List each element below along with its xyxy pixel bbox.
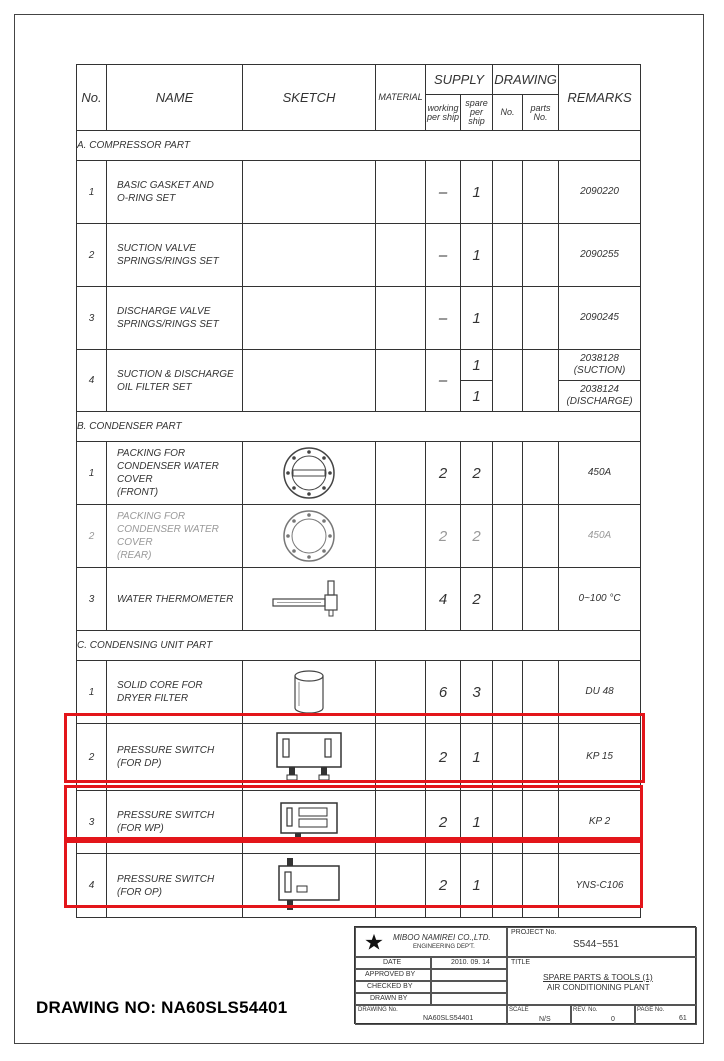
row-no: 3 — [77, 287, 107, 350]
row-spare: 3 — [461, 661, 493, 724]
row-remarks: KP 2 — [559, 791, 641, 854]
project-label: PROJECT No. — [511, 929, 557, 936]
row-name: DISCHARGE VALVE SPRINGS/RINGS SET — [107, 287, 243, 350]
drawing-no-value: NA60SLS54401 — [423, 1015, 474, 1022]
header-spare: spare per ship — [461, 95, 493, 131]
row-no: 3 — [77, 568, 107, 631]
row-spare: 1 — [461, 350, 493, 381]
header-supply: SUPPLY — [426, 65, 493, 95]
row-spare: 1 — [461, 724, 493, 791]
row-no: 1 — [77, 442, 107, 505]
header-no: No. — [77, 65, 107, 131]
row-no: 4 — [77, 854, 107, 918]
sketch-cell — [243, 442, 376, 505]
rev-label: REV. No. — [573, 1007, 598, 1013]
header-drawing-parts: parts No. — [523, 95, 559, 131]
title-block — [354, 926, 696, 1024]
row-spare: 1 — [461, 791, 493, 854]
row-remarks: 450A — [559, 442, 641, 505]
row-working: – — [426, 287, 461, 350]
project-value: S544~551 — [573, 939, 619, 950]
drawn-by-label: DRAWN BY — [370, 995, 408, 1002]
row-remarks: 2038128 (SUCTION) — [559, 350, 641, 381]
title-line-2: AIR CONDITIONING PLANT — [547, 983, 650, 992]
company-name: MIBOO NAMIREI CO.,LTD. — [393, 933, 491, 942]
row-no: 2 — [77, 224, 107, 287]
row-no: 3 — [77, 791, 107, 854]
section-b-title: B. CONDENSER PART — [77, 412, 641, 442]
highlight-box-op — [64, 840, 643, 908]
approved-by-label: APPROVED BY — [365, 971, 416, 978]
gasket-front-sketch — [281, 445, 337, 501]
row-working: 4 — [426, 568, 461, 631]
title-label: TITLE — [511, 959, 531, 966]
company-dept: ENGINEERING DEP'T. — [413, 944, 475, 950]
row-remarks: KP 15 — [559, 724, 641, 791]
row-working: – — [426, 161, 461, 224]
row-name: SUCTION & DISCHARGE OIL FILTER SET — [107, 350, 243, 412]
section-a-title: A. COMPRESSOR PART — [77, 131, 641, 161]
rev-value: 0 — [611, 1016, 615, 1023]
title-line-1: SPARE PARTS & TOOLS (1) — [543, 972, 653, 982]
header-remarks: REMARKS — [559, 65, 641, 131]
table-row — [77, 287, 641, 350]
page-label: PAGE No. — [637, 1007, 665, 1013]
row-remarks: 2090220 — [559, 161, 641, 224]
row-name: SUCTION VALVE SPRINGS/RINGS SET — [107, 224, 243, 287]
header-sketch: SKETCH — [243, 65, 376, 131]
drawing-no-label: DRAWING No. — [358, 1007, 398, 1013]
table-row — [77, 505, 641, 568]
page-value: 61 — [679, 1015, 687, 1022]
table-row — [77, 568, 641, 631]
row-working: 2 — [426, 442, 461, 505]
row-name: PRESSURE SWITCH (FOR WP) — [107, 791, 243, 854]
row-remarks: 450A — [559, 505, 641, 568]
row-spare: 1 — [461, 161, 493, 224]
highlight-box-wp — [64, 785, 643, 840]
checked-by-label: CHECKED BY — [367, 983, 413, 990]
table-row — [77, 442, 641, 505]
row-spare: 2 — [461, 442, 493, 505]
header-drawing: DRAWING — [493, 65, 559, 95]
header-name: NAME — [107, 65, 243, 131]
row-working: 2 — [426, 724, 461, 791]
row-spare: 1 — [461, 224, 493, 287]
row-name: PRESSURE SWITCH (FOR OP) — [107, 854, 243, 918]
row-remarks: 2038124 (DISCHARGE) — [559, 381, 641, 412]
row-no: 1 — [77, 661, 107, 724]
company-logo-star-icon — [365, 933, 383, 951]
row-spare: 2 — [461, 505, 493, 568]
row-name: PACKING FOR CONDENSER WATER COVER (FRONT) — [107, 442, 243, 505]
row-working: 2 — [426, 505, 461, 568]
row-no: 4 — [77, 350, 107, 412]
row-spare: 2 — [461, 568, 493, 631]
highlight-box-dp — [64, 713, 645, 783]
row-spare: 1 — [461, 287, 493, 350]
row-working: 2 — [426, 791, 461, 854]
row-no: 1 — [77, 161, 107, 224]
row-no: 2 — [77, 505, 107, 568]
table-row — [77, 224, 641, 287]
row-working: 2 — [426, 854, 461, 918]
row-name: WATER THERMOMETER — [107, 568, 243, 631]
row-name: PRESSURE SWITCH (FOR DP) — [107, 724, 243, 791]
row-remarks: YNS-C106 — [559, 854, 641, 918]
table-row — [77, 350, 641, 381]
sketch-cell — [243, 505, 376, 568]
row-name: PACKING FOR CONDENSER WATER COVER (REAR) — [107, 505, 243, 568]
table-row — [77, 161, 641, 224]
date-label: DATE — [383, 959, 402, 966]
row-remarks: 2090255 — [559, 224, 641, 287]
row-working: – — [426, 350, 461, 412]
row-remarks: DU 48 — [559, 661, 641, 724]
row-spare: 1 — [461, 854, 493, 918]
header-material: MATERIAL — [376, 65, 426, 131]
date-value: 2010. 09. 14 — [451, 959, 490, 966]
header-working: working per ship — [426, 95, 461, 131]
row-working: – — [426, 224, 461, 287]
header-drawing-no: No. — [493, 95, 523, 131]
scale-value: N/S — [539, 1016, 551, 1023]
row-working: 6 — [426, 661, 461, 724]
drawing-number-caption: DRAWING NO: NA60SLS54401 — [36, 998, 288, 1017]
section-c-title: C. CONDENSING UNIT PART — [77, 631, 641, 661]
sketch-cell — [243, 568, 376, 631]
core-sketch — [289, 668, 329, 716]
row-spare: 1 — [461, 381, 493, 412]
row-name: BASIC GASKET AND O-RING SET — [107, 161, 243, 224]
thermometer-sketch — [269, 577, 349, 621]
row-name: SOLID CORE FOR DRYER FILTER — [107, 661, 243, 724]
gasket-rear-sketch — [281, 508, 337, 564]
row-no: 2 — [77, 724, 107, 791]
row-remarks: 2090245 — [559, 287, 641, 350]
scale-label: SCALE — [509, 1007, 529, 1013]
row-remarks: 0~100 °C — [559, 568, 641, 631]
